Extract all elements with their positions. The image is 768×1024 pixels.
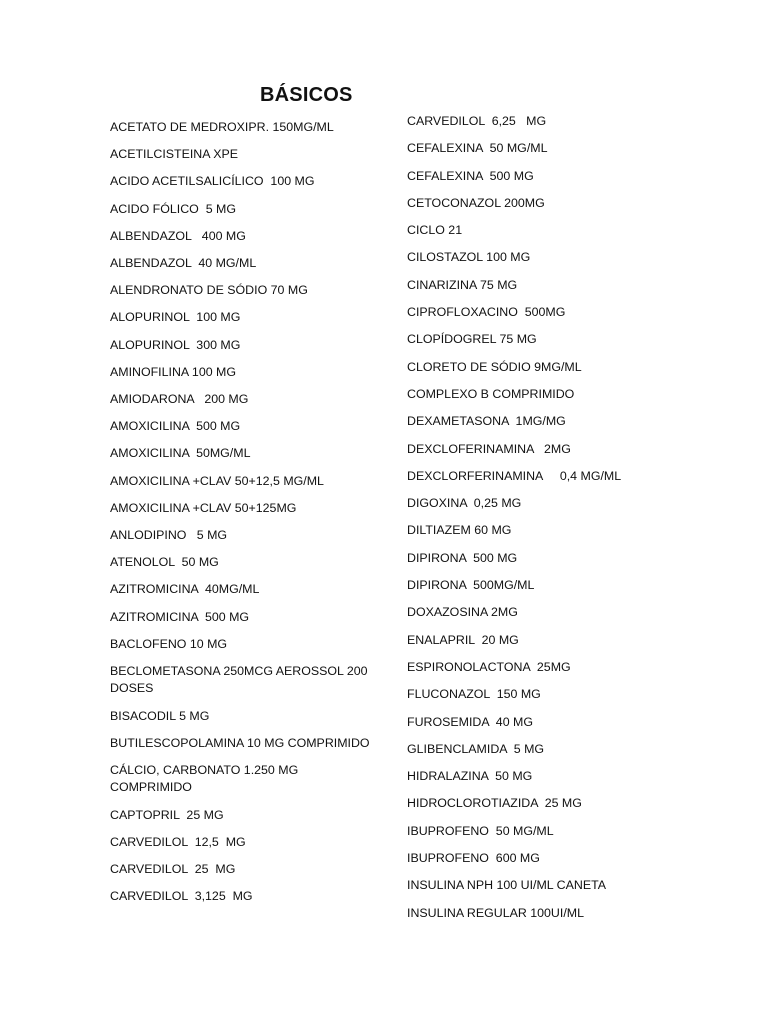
medication-item: CARVEDILOL 12,5 MG bbox=[110, 834, 246, 849]
medication-item: ENALAPRIL 20 MG bbox=[407, 632, 519, 647]
medication-item: AMOXICILINA 500 MG bbox=[110, 419, 241, 434]
medication-item: FLUCONAZOL 150 MG bbox=[407, 687, 541, 702]
medication-item: CARVEDILOL 25 MG bbox=[110, 862, 236, 877]
medication-item: CEFALEXINA 500 MG bbox=[407, 168, 534, 183]
medication-item: CAPTOPRIL 25 MG bbox=[110, 807, 224, 822]
medication-item: AMINOFILINA 100 MG bbox=[110, 364, 237, 379]
medication-item: AZITROMICINA 40MG/ML bbox=[110, 582, 260, 597]
medication-item: ANLODIPINO 5 MG bbox=[110, 528, 228, 543]
medication-item: BISACODIL 5 MG bbox=[110, 708, 210, 723]
left-column-list bbox=[110, 119, 372, 916]
medication-item: ACETATO DE MEDROXIPR. 150MG/ML bbox=[110, 120, 334, 134]
medication-item: INSULINA NPH 100 UI/ML CANETA bbox=[407, 878, 606, 893]
medication-item: DOXAZOSINA 2MG bbox=[407, 605, 518, 620]
medication-item: GLIBENCLAMIDA 5 MG bbox=[407, 741, 545, 756]
medication-item: CINARIZINA 75 MG bbox=[407, 277, 518, 292]
medication-item: ACIDO ACETILSALICÍLICO 100 MG bbox=[110, 174, 315, 189]
medication-item: CARVEDILOL 3,125 MG bbox=[110, 889, 253, 904]
medication-item: HIDROCLOROTIAZIDA 25 MG bbox=[407, 796, 582, 811]
medication-item: ALOPURINOL 300 MG bbox=[110, 337, 241, 352]
medication-item: FUROSEMIDA 40 MG bbox=[407, 714, 533, 729]
medication-item: CÁLCIO, CARBONATO 1.250 MG COMPRIMIDO bbox=[110, 763, 302, 795]
medication-item: DEXCLOFERINAMINA 2MG bbox=[407, 441, 571, 456]
medication-item: IBUPROFENO 50 MG/ML bbox=[407, 823, 554, 838]
medication-item: ATENOLOL 50 MG bbox=[110, 555, 219, 570]
medication-item: DILTIAZEM 60 MG bbox=[407, 523, 512, 538]
medication-item: ALBENDAZOL 400 MG bbox=[110, 228, 246, 243]
medication-item: CICLO 21 bbox=[407, 223, 463, 238]
medication-item: ALBENDAZOL 40 MG/ML bbox=[110, 256, 257, 271]
medication-item: AZITROMICINA 500 MG bbox=[110, 609, 250, 624]
medication-item: COMPLEXO B COMPRIMIDO bbox=[407, 386, 575, 401]
medication-item: ESPIRONOLACTONA 25MG bbox=[407, 659, 571, 674]
medication-item: DIPIRONA 500 MG bbox=[407, 550, 518, 565]
medication-item: CETOCONAZOL 200MG bbox=[407, 195, 545, 210]
medication-item: CILOSTAZOL 100 MG bbox=[407, 250, 531, 265]
page-title: BÁSICOS bbox=[260, 84, 353, 106]
medication-item: AMOXICILINA +CLAV 50+125MG bbox=[110, 500, 297, 515]
medication-item: BUTILESCOPOLAMINA 10 MG COMPRIMIDO bbox=[110, 735, 370, 750]
medication-item: CLORETO DE SÓDIO 9MG/ML bbox=[407, 359, 582, 374]
medication-item: IBUPROFENO 600 MG bbox=[407, 851, 540, 866]
medication-item: CIPROFLOXACINO 500MG bbox=[407, 305, 566, 320]
medication-item: AMOXICILINA 50MG/ML bbox=[110, 446, 251, 461]
medication-item: BECLOMETASONA 250MCG AEROSSOL 200 DOSES bbox=[110, 664, 371, 696]
medication-item: ACETILCISTEINA XPE bbox=[110, 147, 239, 162]
medication-item: ALENDRONATO DE SÓDIO 70 MG bbox=[110, 283, 308, 298]
medication-item: CLOPÍDOGREL 75 MG bbox=[407, 332, 537, 347]
medication-item: CEFALEXINA 50 MG/ML bbox=[407, 141, 548, 156]
right-column-list bbox=[407, 113, 707, 932]
medication-item: DIPIRONA 500MG/ML bbox=[407, 578, 535, 593]
medication-item: AMIODARONA 200 MG bbox=[110, 392, 249, 407]
medication-item: INSULINA REGULAR 100UI/ML bbox=[407, 905, 584, 920]
medication-item: BACLOFENO 10 MG bbox=[110, 636, 228, 651]
medication-item: AMOXICILINA +CLAV 50+12,5 MG/ML bbox=[110, 473, 324, 488]
medication-item: DEXAMETASONA 1MG/MG bbox=[407, 414, 566, 429]
medication-item: DEXCLORFERINAMINA 0,4 MG/ML bbox=[407, 468, 622, 483]
medication-item: HIDRALAZINA 50 MG bbox=[407, 769, 533, 784]
medication-item: CARVEDILOL 6,25 MG bbox=[407, 114, 547, 128]
medication-item: ACIDO FÓLICO 5 MG bbox=[110, 201, 236, 216]
medication-item: ALOPURINOL 100 MG bbox=[110, 310, 241, 325]
medication-item: DIGOXINA 0,25 MG bbox=[407, 496, 522, 511]
